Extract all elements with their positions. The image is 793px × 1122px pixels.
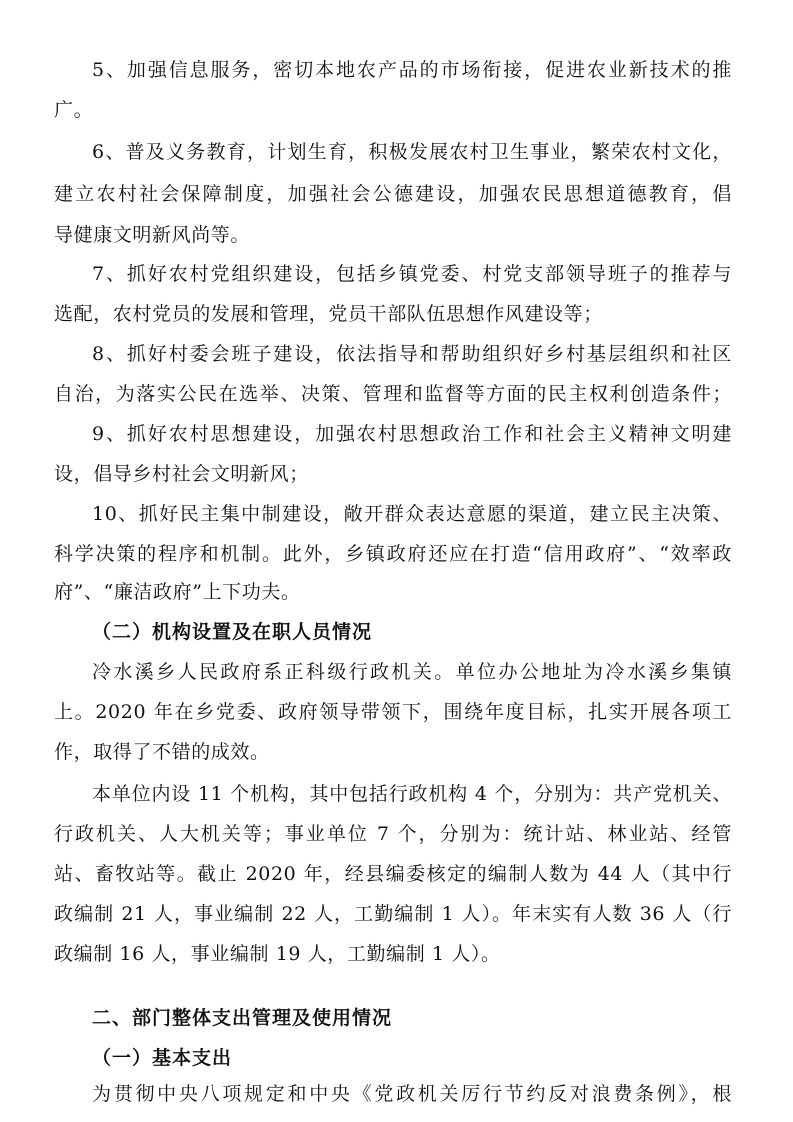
- text-line: 上。2020 年在乡党委、政府领导带领下，围绕年度目标，扎实开展各项工: [54, 701, 732, 723]
- text-line: 政编制 16 人，事业编制 19 人，工勤编制 1 人）。: [54, 943, 501, 965]
- text-line: 站、畜牧站等。截止 2020 年，经县编委核定的编制人数为 44 人（其中行: [54, 863, 732, 885]
- text-line: 作，取得了不错的成效。: [54, 741, 270, 763]
- text-line: 冷水溪乡人民政府系正科级行政机关。单位办公地址为冷水溪乡集镇: [92, 661, 732, 683]
- text-line: 8、抓好村委会班子建设，依法指导和帮助组织好乡村基层组织和社区: [92, 343, 732, 365]
- text-line: 为贯彻中央八项规定和中央《党政机关厉行节约反对浪费条例》，根: [92, 1083, 732, 1105]
- text-line: 9、抓好农村思想建设，加强农村思想政治工作和社会主义精神文明建: [92, 423, 732, 445]
- text-line: 建立农村社会保障制度，加强社会公德建设，加强农民思想道德教育，倡: [54, 183, 732, 205]
- text-line: 自治，为落实公民在选举、决策、管理和监督等方面的民主权利创造条件；: [54, 383, 732, 405]
- section-heading: （二）机构设置及在职人员情况: [92, 621, 373, 643]
- section-heading: （一）基本支出: [92, 1047, 233, 1069]
- text-line: 行政机关、人大机关等；事业单位 7 个，分别为：统计站、林业站、经管: [54, 823, 732, 845]
- chapter-heading: 二、部门整体支出管理及使用情况: [92, 1007, 393, 1029]
- text-line: 6、普及义务教育，计划生育，积极发展农村卫生事业，繁荣农村文化，: [92, 141, 732, 163]
- text-line: 10、抓好民主集中制建设，敞开群众表达意愿的渠道，建立民主决策、: [92, 503, 732, 525]
- text-line: 选配，农村党员的发展和管理，党员干部队伍思想作风建设等；: [54, 303, 603, 325]
- text-line: 7、抓好农村党组织建设，包括乡镇党委、村党支部领导班子的推荐与: [92, 263, 732, 285]
- text-line: 本单位内设 11 个机构，其中包括行政机构 4 个，分别为：共产党机关、: [92, 783, 732, 805]
- text-line: 政编制 21 人，事业编制 22 人，工勤编制 1 人）。年末实有人数 36 人（行: [54, 903, 732, 925]
- text-line: 导健康文明新风尚等。: [54, 224, 251, 246]
- text-line: 广。: [54, 99, 94, 121]
- text-line: 设，倡导乡村社会文明新风；: [54, 463, 309, 485]
- text-line: 府”、“廉洁政府”上下功夫。: [54, 581, 301, 603]
- text-line: 5、加强信息服务，密切本地农产品的市场衔接，促进农业新技术的推: [92, 59, 732, 81]
- text-line: 科学决策的程序和机制。此外，乡镇政府还应在打造“信用政府”、“效率政: [54, 543, 732, 565]
